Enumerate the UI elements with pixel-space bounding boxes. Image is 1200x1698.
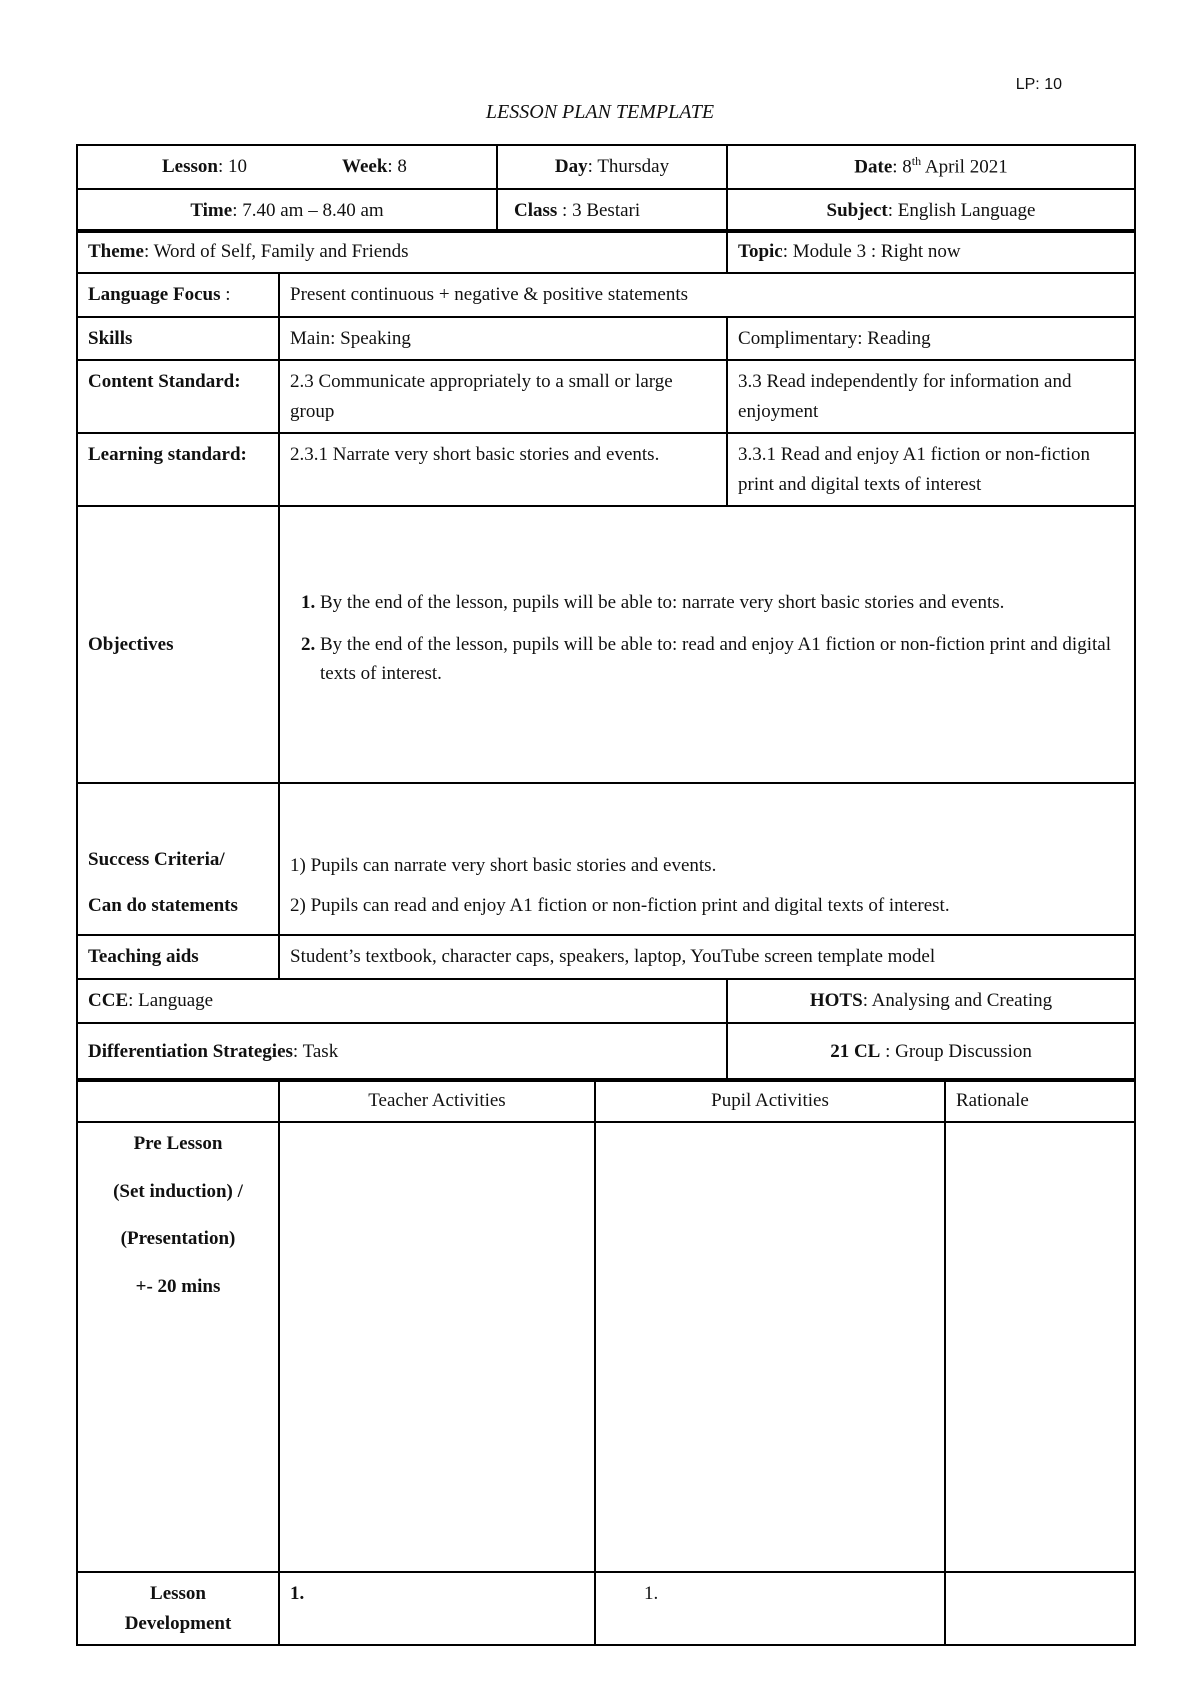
language-focus-colon: :	[220, 284, 231, 306]
pre-lesson-cell	[77, 1122, 279, 1572]
set-induction-label: (Set induction) /	[113, 1180, 243, 1202]
language-focus-label: Language Focus	[88, 284, 221, 306]
day-cell	[497, 145, 727, 189]
topic-cell	[727, 230, 1135, 273]
pupil-activities-header: Pupil Activities	[595, 1079, 945, 1122]
development-pupil-cell: 1.	[595, 1572, 945, 1645]
lesson-header-table	[76, 144, 1136, 233]
differentiation-value: : Task	[292, 1040, 339, 1062]
objectives-label: Objectives	[77, 506, 279, 783]
week-label: Week	[342, 156, 388, 177]
activities-table	[76, 1078, 1136, 1646]
time-cell	[77, 189, 497, 232]
content-standard-main: 2.3 Communicate appropriately to a small or large group	[279, 360, 727, 433]
time-label: Time	[190, 199, 233, 221]
activities-corner-cell	[77, 1079, 279, 1122]
language-focus-label-cell	[77, 273, 279, 316]
differentiation-cell	[77, 1023, 727, 1081]
topic-value: : Module 3 : Right now	[782, 241, 961, 262]
presentation-label: (Presentation)	[120, 1228, 236, 1250]
pre-lesson-title: Pre Lesson	[133, 1133, 223, 1155]
language-focus-value: Present continuous + negative & positive statements	[279, 273, 1135, 316]
skills-complementary: Complimentary: Reading	[727, 317, 1135, 360]
success-criteria-item: 1) Pupils can narrate very short basic stories and events.	[290, 855, 717, 877]
date-label: Date	[854, 156, 893, 178]
theme-cell	[77, 230, 727, 273]
success-criteria-item: 2) Pupils can read and enjoy A1 fiction or non-fiction print and digital texts of interest.	[290, 894, 950, 916]
success-criteria-cell	[279, 783, 1135, 935]
pre-lesson-pupil-cell	[595, 1122, 945, 1572]
hots-cell	[727, 979, 1135, 1023]
cce-cell	[77, 979, 727, 1023]
topic-label: Topic	[738, 241, 783, 262]
cl21-cell	[727, 1023, 1135, 1081]
success-criteria-label: Success Criteria/	[88, 849, 225, 871]
teaching-aids-label: Teaching aids	[77, 935, 279, 978]
date-value: : 8	[892, 156, 912, 178]
page-number: LP: 10	[1015, 76, 1062, 93]
cl21-label: 21 CL	[830, 1040, 881, 1062]
lesson-label: Lesson	[162, 156, 218, 177]
objective-item: 1. By the end of the lesson, pupils will be able to: narrate very short basic stories and events.	[320, 588, 1124, 617]
cce-value: : Language	[128, 989, 214, 1011]
week-value: : 8	[387, 156, 407, 177]
theme-value: : Word of Self, Family and Friends	[143, 241, 409, 262]
lesson-details-table	[76, 229, 1136, 1082]
lesson-development-label: Lesson Development	[77, 1572, 279, 1645]
pre-lesson-rationale-cell	[945, 1122, 1135, 1572]
duration-label: +- 20 mins	[135, 1275, 221, 1297]
day-value: : Thursday	[587, 156, 670, 177]
rationale-header: Rationale	[945, 1079, 1135, 1122]
content-standard-complementary: 3.3 Read independently for information and enjoyment	[727, 360, 1135, 433]
lesson-week-cell	[77, 145, 497, 189]
cl21-value: : Group Discussion	[880, 1040, 1032, 1062]
learning-standard-main: 2.3.1 Narrate very short basic stories and events.	[279, 433, 727, 506]
date-rest: April 2021	[921, 156, 1008, 178]
cce-label: CCE	[88, 989, 129, 1011]
subject-cell	[727, 189, 1135, 232]
subject-value: : English Language	[887, 199, 1036, 221]
page-title: LESSON PLAN TEMPLATE	[485, 101, 715, 123]
development-rationale-cell	[945, 1572, 1135, 1645]
development-teacher-cell: 1.	[279, 1572, 595, 1645]
objective-item: 2. By the end of the lesson, pupils will be able to: read and enjoy A1 fiction or non-fiction print and digital texts of interest.	[320, 630, 1124, 689]
can-do-label: Can do statements	[88, 894, 238, 916]
day-label: Day	[554, 156, 588, 177]
date-suffix: th	[911, 154, 922, 168]
skills-main: Main: Speaking	[279, 317, 727, 360]
skills-label: Skills	[77, 317, 279, 360]
class-label: Class	[514, 199, 558, 221]
teacher-activities-header: Teacher Activities	[279, 1079, 595, 1122]
date-cell	[727, 145, 1135, 189]
pre-lesson-teacher-cell	[279, 1122, 595, 1572]
teaching-aids-value: Student’s textbook, character caps, speakers, laptop, YouTube screen template model	[279, 935, 1135, 978]
hots-label: HOTS	[809, 989, 863, 1011]
class-value: : 3 Bestari	[557, 199, 641, 221]
content-standard-label: Content Standard:	[77, 360, 279, 433]
class-cell	[497, 189, 727, 232]
learning-standard-label: Learning standard:	[77, 433, 279, 506]
objectives-cell	[279, 506, 1135, 783]
differentiation-label: Differentiation Strategies	[88, 1040, 293, 1062]
theme-label: Theme	[88, 241, 144, 262]
success-criteria-label-cell	[77, 783, 279, 935]
learning-standard-complementary: 3.3.1 Read and enjoy A1 fiction or non-fiction print and digital texts of interest	[727, 433, 1135, 506]
objectives-list	[290, 588, 1124, 688]
lesson-value: : 10	[217, 156, 247, 177]
subject-label: Subject	[826, 199, 888, 221]
time-value: : 7.40 am – 8.40 am	[232, 199, 384, 221]
hots-value: : Analysing and Creating	[862, 989, 1053, 1011]
